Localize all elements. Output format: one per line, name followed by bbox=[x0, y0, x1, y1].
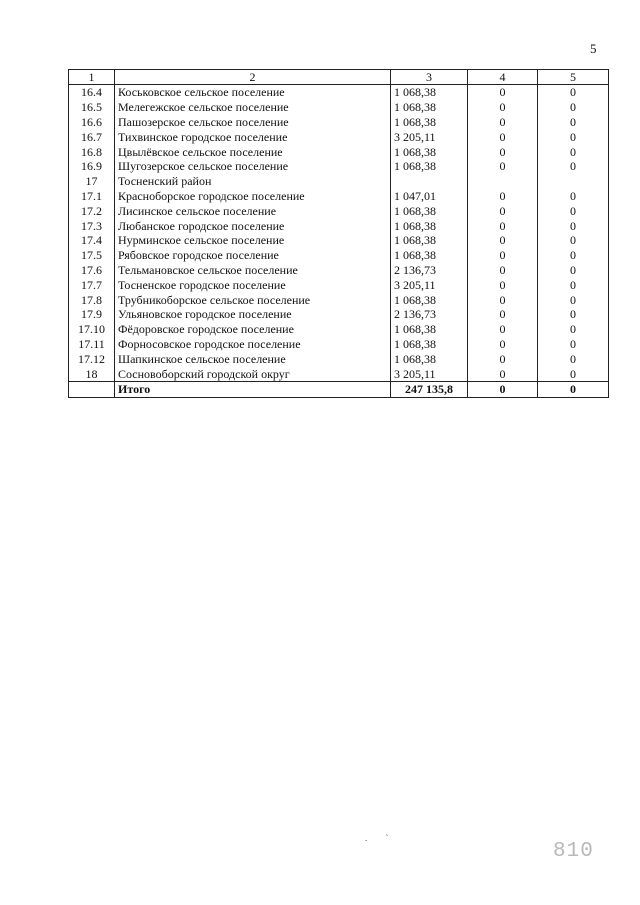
table-row bbox=[69, 144, 609, 159]
table-row bbox=[69, 174, 609, 189]
table-header-row bbox=[69, 70, 609, 85]
row-name: Сосновоборский городской округ bbox=[115, 366, 391, 381]
total-label: Итого bbox=[115, 381, 391, 397]
row-name: Коськовское сельское поселение bbox=[115, 85, 391, 100]
row-col4: 0 bbox=[468, 189, 538, 204]
row-col3: 1 068,38 bbox=[391, 337, 468, 352]
total-col3: 247 135,8 bbox=[391, 381, 468, 397]
column-header-2: 2 bbox=[115, 70, 391, 85]
row-col5: 0 bbox=[538, 115, 609, 130]
table-row bbox=[69, 322, 609, 337]
table-row bbox=[69, 307, 609, 322]
table-row bbox=[69, 115, 609, 130]
row-number: 17.7 bbox=[69, 277, 115, 292]
row-name: Лисинское сельское поселение bbox=[115, 203, 391, 218]
row-number: 16.4 bbox=[69, 85, 115, 100]
row-name: Трубникоборское сельское поселение bbox=[115, 292, 391, 307]
table-row bbox=[69, 129, 609, 144]
row-col3: 1 068,38 bbox=[391, 203, 468, 218]
row-col3: 1 068,38 bbox=[391, 292, 468, 307]
stamp-number: 810 bbox=[553, 840, 594, 863]
row-col4: 0 bbox=[468, 277, 538, 292]
table-row bbox=[69, 233, 609, 248]
table-row bbox=[69, 351, 609, 366]
row-col4: 0 bbox=[468, 115, 538, 130]
row-col4: 0 bbox=[468, 85, 538, 100]
row-col5: 0 bbox=[538, 366, 609, 381]
row-name: Форносовское городское поселение bbox=[115, 337, 391, 352]
row-number: 17.9 bbox=[69, 307, 115, 322]
row-col5: 0 bbox=[538, 233, 609, 248]
row-number: 16.9 bbox=[69, 159, 115, 174]
row-number: 16.5 bbox=[69, 100, 115, 115]
row-number: 17.1 bbox=[69, 189, 115, 204]
row-col4 bbox=[468, 174, 538, 189]
table-row bbox=[69, 248, 609, 263]
row-number: 17.2 bbox=[69, 203, 115, 218]
scan-marks: . ` bbox=[365, 833, 397, 843]
row-name: Тосненский район bbox=[115, 174, 391, 189]
row-name: Рябовское городское поселение bbox=[115, 248, 391, 263]
row-col3: 1 068,38 bbox=[391, 100, 468, 115]
row-col5: 0 bbox=[538, 144, 609, 159]
table-row bbox=[69, 100, 609, 115]
table-row bbox=[69, 337, 609, 352]
row-col3: 1 068,38 bbox=[391, 233, 468, 248]
row-col5: 0 bbox=[538, 322, 609, 337]
row-col3: 1 068,38 bbox=[391, 144, 468, 159]
row-col5: 0 bbox=[538, 129, 609, 144]
row-col3: 1 068,38 bbox=[391, 248, 468, 263]
row-col5: 0 bbox=[538, 85, 609, 100]
table-row bbox=[69, 189, 609, 204]
row-number: 17.4 bbox=[69, 233, 115, 248]
row-col4: 0 bbox=[468, 159, 538, 174]
row-col3: 3 205,11 bbox=[391, 277, 468, 292]
row-name: Любанское городское поселение bbox=[115, 218, 391, 233]
total-row bbox=[69, 381, 609, 397]
row-col3: 1 068,38 bbox=[391, 322, 468, 337]
row-col4: 0 bbox=[468, 263, 538, 278]
row-col4: 0 bbox=[468, 203, 538, 218]
column-header-1: 1 bbox=[69, 70, 115, 85]
row-col5: 0 bbox=[538, 100, 609, 115]
row-name: Тихвинское городское поселение bbox=[115, 129, 391, 144]
row-name: Нурминское сельское поселение bbox=[115, 233, 391, 248]
row-col5: 0 bbox=[538, 159, 609, 174]
table-row bbox=[69, 366, 609, 381]
allocation-table bbox=[68, 69, 609, 398]
row-col5: 0 bbox=[538, 203, 609, 218]
row-col4: 0 bbox=[468, 129, 538, 144]
column-header-5: 5 bbox=[538, 70, 609, 85]
row-number: 16.8 bbox=[69, 144, 115, 159]
row-col5: 0 bbox=[538, 292, 609, 307]
row-number: 17.5 bbox=[69, 248, 115, 263]
row-col5: 0 bbox=[538, 277, 609, 292]
row-col3: 1 047,01 bbox=[391, 189, 468, 204]
row-col4: 0 bbox=[468, 351, 538, 366]
row-col5: 0 bbox=[538, 337, 609, 352]
row-col4: 0 bbox=[468, 218, 538, 233]
row-number: 17.12 bbox=[69, 351, 115, 366]
total-col5: 0 bbox=[538, 381, 609, 397]
row-col4: 0 bbox=[468, 233, 538, 248]
row-col4: 0 bbox=[468, 307, 538, 322]
row-name: Шугозерское сельское поселение bbox=[115, 159, 391, 174]
row-col3: 1 068,38 bbox=[391, 159, 468, 174]
row-col5: 0 bbox=[538, 351, 609, 366]
row-name: Ульяновское городское поселение bbox=[115, 307, 391, 322]
row-col4: 0 bbox=[468, 337, 538, 352]
row-col3: 3 205,11 bbox=[391, 129, 468, 144]
page-number: 5 bbox=[590, 41, 597, 56]
row-number: 17.11 bbox=[69, 337, 115, 352]
table-row bbox=[69, 292, 609, 307]
row-number: 17.3 bbox=[69, 218, 115, 233]
row-col5: 0 bbox=[538, 218, 609, 233]
row-col5: 0 bbox=[538, 248, 609, 263]
row-col4: 0 bbox=[468, 248, 538, 263]
row-col3 bbox=[391, 174, 468, 189]
row-name: Пашозерское сельское поселение bbox=[115, 115, 391, 130]
row-col5 bbox=[538, 174, 609, 189]
row-number: 16.7 bbox=[69, 129, 115, 144]
table-row bbox=[69, 85, 609, 100]
row-name: Фёдоровское городское поселение bbox=[115, 322, 391, 337]
row-col4: 0 bbox=[468, 366, 538, 381]
row-name: Мелегежское сельское поселение bbox=[115, 100, 391, 115]
row-number: 17.6 bbox=[69, 263, 115, 278]
total-col4: 0 bbox=[468, 381, 538, 397]
row-col3: 1 068,38 bbox=[391, 218, 468, 233]
row-col3: 1 068,38 bbox=[391, 351, 468, 366]
row-name: Цвылёвское сельское поселение bbox=[115, 144, 391, 159]
row-number: 17.10 bbox=[69, 322, 115, 337]
table-body bbox=[69, 85, 609, 382]
row-col3: 2 136,73 bbox=[391, 307, 468, 322]
total-row-num-cell bbox=[69, 381, 115, 397]
table-row bbox=[69, 218, 609, 233]
row-col3: 1 068,38 bbox=[391, 85, 468, 100]
table-row bbox=[69, 277, 609, 292]
row-number: 16.6 bbox=[69, 115, 115, 130]
row-col3: 3 205,11 bbox=[391, 366, 468, 381]
row-col4: 0 bbox=[468, 292, 538, 307]
row-name: Красноборское городское поселение bbox=[115, 189, 391, 204]
row-number: 17.8 bbox=[69, 292, 115, 307]
column-header-3: 3 bbox=[391, 70, 468, 85]
table-row bbox=[69, 203, 609, 218]
row-col5: 0 bbox=[538, 189, 609, 204]
table-row bbox=[69, 159, 609, 174]
table-row bbox=[69, 263, 609, 278]
row-name: Шапкинское сельское поселение bbox=[115, 351, 391, 366]
column-header-4: 4 bbox=[468, 70, 538, 85]
row-col3: 1 068,38 bbox=[391, 115, 468, 130]
row-col4: 0 bbox=[468, 322, 538, 337]
row-col4: 0 bbox=[468, 100, 538, 115]
row-col3: 2 136,73 bbox=[391, 263, 468, 278]
row-name: Тосненское городское поселение bbox=[115, 277, 391, 292]
row-col4: 0 bbox=[468, 144, 538, 159]
row-name: Тельмановское сельское поселение bbox=[115, 263, 391, 278]
row-number: 17 bbox=[69, 174, 115, 189]
row-number: 18 bbox=[69, 366, 115, 381]
row-col5: 0 bbox=[538, 307, 609, 322]
row-col5: 0 bbox=[538, 263, 609, 278]
